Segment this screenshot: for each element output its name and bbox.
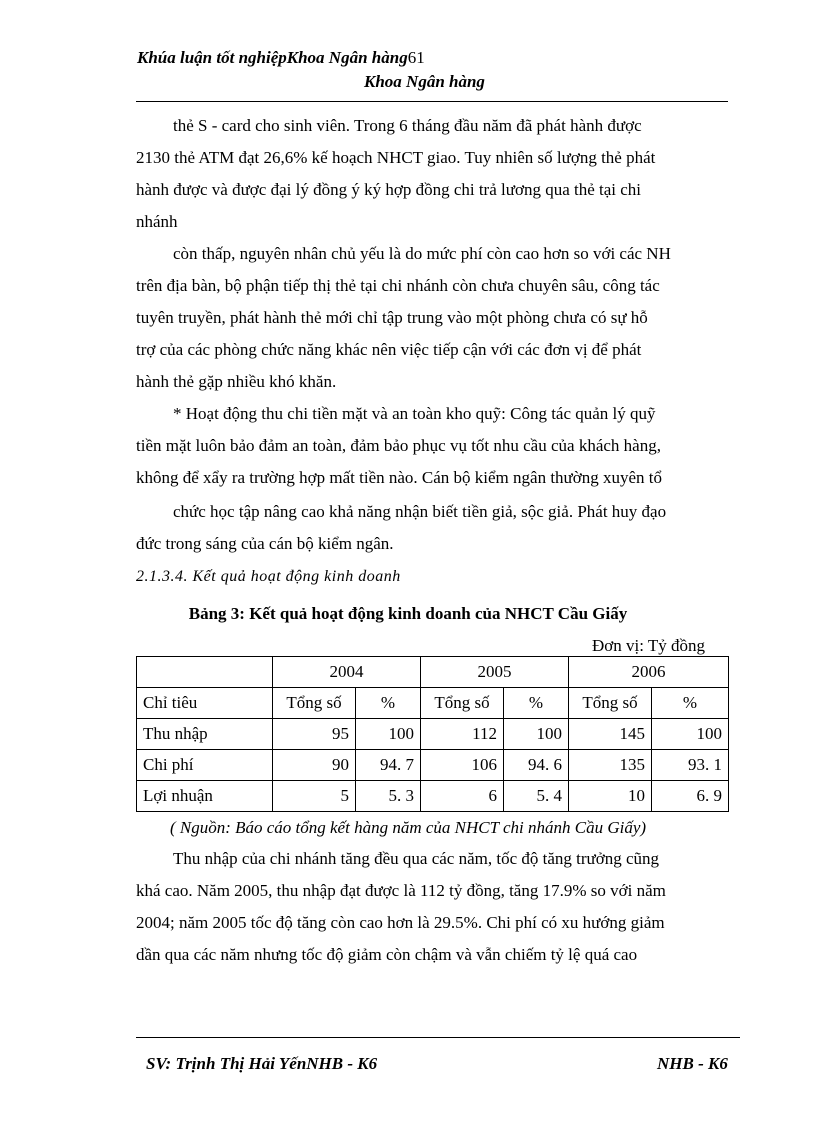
text-line-justified [136,366,740,398]
word: hành [136,372,170,391]
paragraph-card-issuance [136,110,740,238]
text-line: dần qua các năm nhưng tốc độ giảm còn chậm và vẫn chiếm tỷ lệ quá cao [136,945,638,964]
table-cell: 10 [569,781,652,812]
text-line: tiền mặt luôn bảo đảm an toàn, đảm bảo phục vụ tốt nhu cầu của khách hàng, [136,436,661,455]
word: khó [269,372,295,391]
header-title [137,48,425,68]
text-line: trên địa bàn, bộ phận tiếp thị thẻ tại chi nhánh còn chưa chuyên sâu, công tác [136,276,660,295]
word: gặp [198,372,223,391]
text-line: đức trong sáng của cán bộ kiểm ngân. [136,534,394,553]
paragraph-income-analysis [136,843,740,971]
table-cell: 95 [273,719,356,750]
paragraph-training [136,496,740,560]
table-cell: 90 [273,750,356,781]
table-cell: 5 [273,781,356,812]
word: thẻ [173,372,195,391]
section-heading: 2.1.3.4. Kết quả hoạt động kinh doanh [136,568,401,585]
page-number: 61 [407,48,425,67]
year-header: 2004 [273,657,421,688]
header-title-text: Khúa luận tốt nghiệpKhoa Ngân hàng [137,48,408,67]
text-line: * Hoạt động thu chi tiền mặt và an toàn kho quỹ: Công tác quản lý quỹ [173,404,656,423]
column-header: % [504,688,569,719]
table-cell: 112 [421,719,504,750]
text-line: chức học tập nâng cao khả năng nhận biết tiền giả, sộc giả. Phát huy đạo [173,502,667,521]
table-cell: 6. 9 [652,781,729,812]
table-cell: 6 [421,781,504,812]
table-corner-cell [137,657,273,688]
text-line: 2004; năm 2005 tốc độ tăng còn cao hơn là 29.5%. Chi phí có xu hướng giảm [136,913,665,932]
row-label: Lợi nhuận [137,781,273,812]
year-header: 2005 [421,657,569,688]
paragraph-cash-management [136,398,740,494]
column-header: % [652,688,729,719]
table-cell: 135 [569,750,652,781]
footer-rule [136,1037,740,1038]
text-line: còn thấp, nguyên nhân chủ yếu là do mức phí còn cao hơn so với các NH [173,244,671,263]
header-department: Khoa Ngân hàng [364,72,485,91]
table-subheader-row [137,688,729,719]
footer-class-code: NHB - K6 [657,1054,728,1073]
column-header: Tổng số [569,688,652,719]
row-label: Chi phí [137,750,273,781]
year-header: 2006 [569,657,729,688]
row-label: Thu nhập [137,719,273,750]
table-cell: 100 [504,719,569,750]
table-cell: 100 [356,719,421,750]
results-table [136,656,729,812]
table-cell: 106 [421,750,504,781]
table-title: Bảng 3: Kết quả hoạt động kinh doanh của NHCT Cầu Giấy [188,604,628,623]
table-row [137,750,729,781]
text-line: không để xẩy ra trường hợp mất tiền nào. Cán bộ kiểm ngân thường xuyên tổ [136,468,663,487]
footer-author: SV: Trịnh Thị Hải YếnNHB - K6 [146,1054,378,1073]
table-source-note: ( Nguồn: Báo cáo tổng kết hàng năm của NHCT chi nhánh Cầu Giấy) [169,818,647,837]
text-line: 2130 thẻ ATM đạt 26,6% kế hoạch NHCT giao. Tuy nhiên số lượng thẻ phát [136,148,656,167]
table-row [137,719,729,750]
text-line: Thu nhập của chi nhánh tăng đều qua các năm, tốc độ tăng trưởng cũng [173,849,660,868]
table-cell: 94. 6 [504,750,569,781]
column-header: Tổng số [273,688,356,719]
text-line: trợ của các phòng chức năng khác nên việc tiếp cận với các đơn vị để phát [136,340,642,359]
table-header-row [137,657,729,688]
text-line: tuyên truyền, phát hành thẻ mới chỉ tập trung vào một phòng chưa có sự hỗ [136,308,648,327]
table-cell: 93. 1 [652,750,729,781]
text-line: hành được và được đại lý đồng ý ký hợp đồng chi trả lương qua thẻ tại chi [136,180,642,199]
table-unit: Đơn vị: Tỷ đồng [592,636,706,655]
text-line: nhánh [136,212,178,231]
paragraph-low-fees [136,238,740,398]
text-line: thẻ S - card cho sinh viên. Trong 6 tháng đầu năm đã phát hành được [173,116,642,135]
table-cell: 5. 4 [504,781,569,812]
table-row [137,781,729,812]
column-header: % [356,688,421,719]
header-rule [136,101,728,102]
column-header: Tổng số [421,688,504,719]
table-cell: 94. 7 [356,750,421,781]
table-cell: 100 [652,719,729,750]
table-cell: 5. 3 [356,781,421,812]
table-cell: 145 [569,719,652,750]
row-header-label: Chỉ tiêu [137,688,273,719]
word: khăn. [298,372,337,391]
word: nhiều [227,372,265,391]
text-line: khá cao. Năm 2005, thu nhập đạt được là 112 tỷ đồng, tăng 17.9% so với năm [136,881,666,900]
